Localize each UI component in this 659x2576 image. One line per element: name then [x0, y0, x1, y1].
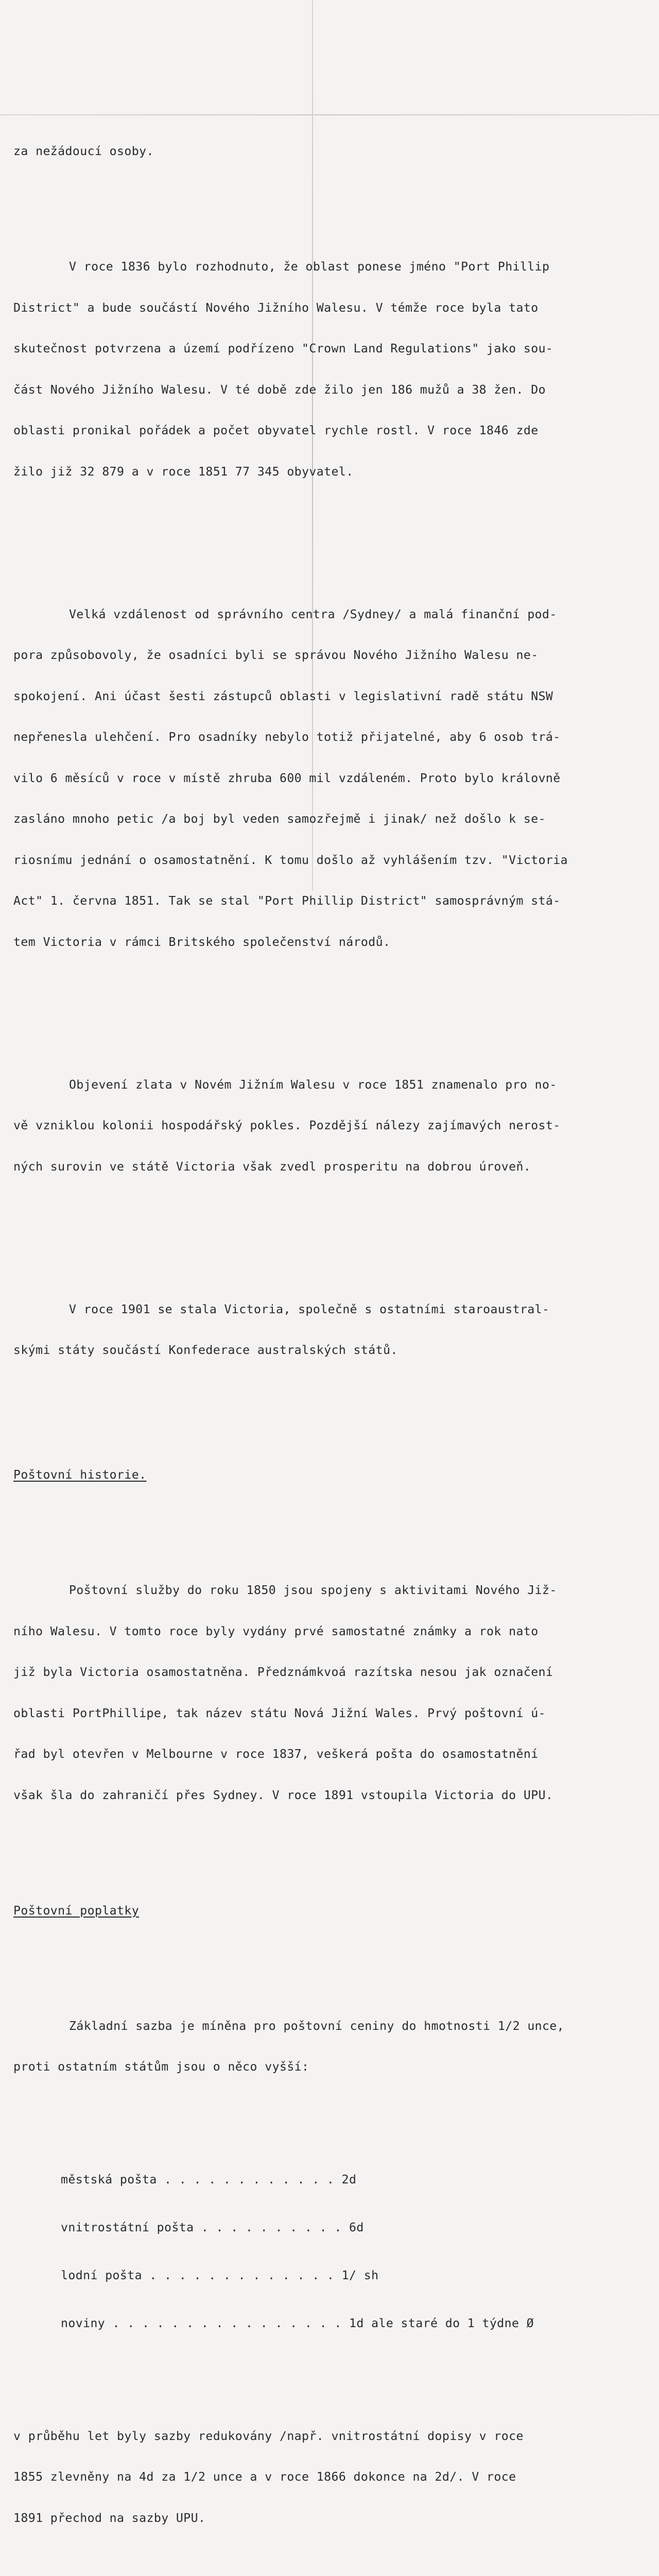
paragraph-2 — [13, 581, 639, 977]
text-line: 1891 přechod na sazby UPU. — [13, 2511, 206, 2525]
paragraph-6 — [13, 1992, 639, 2102]
text-line: nepřenesla ulehčení. Pro osadníky nebylo totiž přijatelné, aby 6 osob trá- — [13, 730, 561, 744]
text-line: žilo již 32 879 a v roce 1851 77 345 obyvatel. — [13, 464, 354, 479]
paragraph-7 — [13, 2402, 639, 2553]
text-line: V roce 1836 bylo rozhodnuto, že oblast ponese jméno "Port Phillip — [69, 260, 550, 274]
section-heading-postal-history: Poštovní historie. — [13, 1468, 147, 1482]
text-line: zasláno mnoho petic /a boj byl veden samozřejmě i jinak/ než došlo k se- — [13, 812, 546, 826]
rate-row: noviny . . . . . . . . . . . . . . . . 1d ale staré do 1 týdne Ø — [61, 2316, 534, 2330]
text-line: skými státy součástí Konfederace australských států. — [13, 1343, 398, 1357]
rate-row: městská pošta . . . . . . . . . . . . 2d — [61, 2173, 357, 2187]
text-line: vě vzniklou kolonii hospodářský pokles. Pozdější nálezy zajímavých nerost- — [13, 1118, 561, 1132]
paragraph-4 — [13, 1276, 639, 1385]
text-line: District" a bude součástí Nového Jižního Walesu. V témže roce byla tato — [13, 300, 539, 315]
text-line: riosnímu jednání o osamostatnění. K tomu došlo až vyhlášením tzv. "Victoria — [13, 853, 568, 867]
text-line: v průběhu let byly sazby redukovány /např. vnitrostátní dopisy v roce — [13, 2429, 524, 2443]
text-line: vilo 6 měsíců v roce v místě zhruba 600 mil vzdáleném. Proto bylo královně — [13, 771, 561, 785]
paragraph-3 — [13, 1051, 639, 1201]
text-line: řad byl otevřen v Melbourne v roce 1837, veškerá pošta do osamostatnění — [13, 1747, 539, 1761]
text-line: tem Victoria v rámci Britského společenství národů. — [13, 935, 391, 949]
text-line: skutečnost potvrzena a území podřízeno "Crown Land Regulations" jako sou- — [13, 342, 553, 355]
text-line: ných surovin ve státě Victoria však zvedl prosperitu na dobrou úroveň. — [13, 1159, 531, 1174]
text-line: oblasti pronikal pořádek a počet obyvatel rychle rostl. V roce 1846 zde — [13, 423, 539, 437]
document-body — [13, 117, 639, 2576]
text-line: 1855 zlevněny na 4d za 1/2 unce a v roce 1866 dokonce na 2d/. V roce — [13, 2470, 516, 2484]
text-line: Objevení zlata v Novém Jižním Walesu v roce 1851 znamenalo pro no- — [69, 1077, 557, 1092]
continuation-line: za nežádoucí osoby. — [13, 144, 154, 158]
text-line: již byla Victoria osamostatněna. Předznámkvoá razítska nesou jak označení — [13, 1665, 553, 1679]
text-line: ního Walesu. V tomto roce byly vydány prvé samostatné známky a rok nato — [13, 1624, 539, 1638]
horizontal-fold-line — [0, 114, 659, 115]
section-heading-postal-fees: Poštovní poplatky — [13, 1903, 140, 1918]
rate-row: vnitrostátní pošta . . . . . . . . . . 6d — [61, 2221, 364, 2234]
text-line: oblasti PortPhillipe, tak název státu Nová Jižní Wales. Prvý poštovní ú- — [13, 1706, 546, 1720]
text-line: V roce 1901 se stala Victoria, společně s ostatními staroaustral- — [69, 1302, 550, 1316]
text-line: Základní sazba je míněna pro poštovní ceniny do hmotnosti 1/2 unce, — [69, 2019, 565, 2033]
text-line: proti ostatním státům jsou o něco vyšší: — [13, 2060, 309, 2074]
text-line: však šla do zahraničí přes Sydney. V roce 1891 vstoupila Victoria do UPU. — [13, 1788, 553, 1802]
rate-row: lodní pošta . . . . . . . . . . . . . 1/ sh — [61, 2268, 379, 2282]
paragraph-1 — [13, 233, 639, 506]
postal-rates-list — [13, 2142, 639, 2361]
text-line: pora způsobovoly, že osadníci byli se správou Nového Jižního Walesu ne- — [13, 648, 539, 662]
text-line: spokojení. Ani účast šesti zástupců oblasti v legislativní radě státu NSW — [13, 689, 553, 703]
text-line: část Nového Jižního Walesu. V té době zde žilo jen 186 mužů a 38 žen. Do — [13, 382, 546, 397]
text-line: Velká vzdálenost od správního centra /Sydney/ a malá finanční pod- — [69, 607, 557, 621]
text-line: Act" 1. června 1851. Tak se stal "Port Phillip District" samosprávným stá- — [13, 894, 561, 908]
paragraph-5 — [13, 1556, 639, 1829]
text-line: Poštovní služby do roku 1850 jsou spojeny s aktivitami Nového Již- — [69, 1583, 557, 1597]
